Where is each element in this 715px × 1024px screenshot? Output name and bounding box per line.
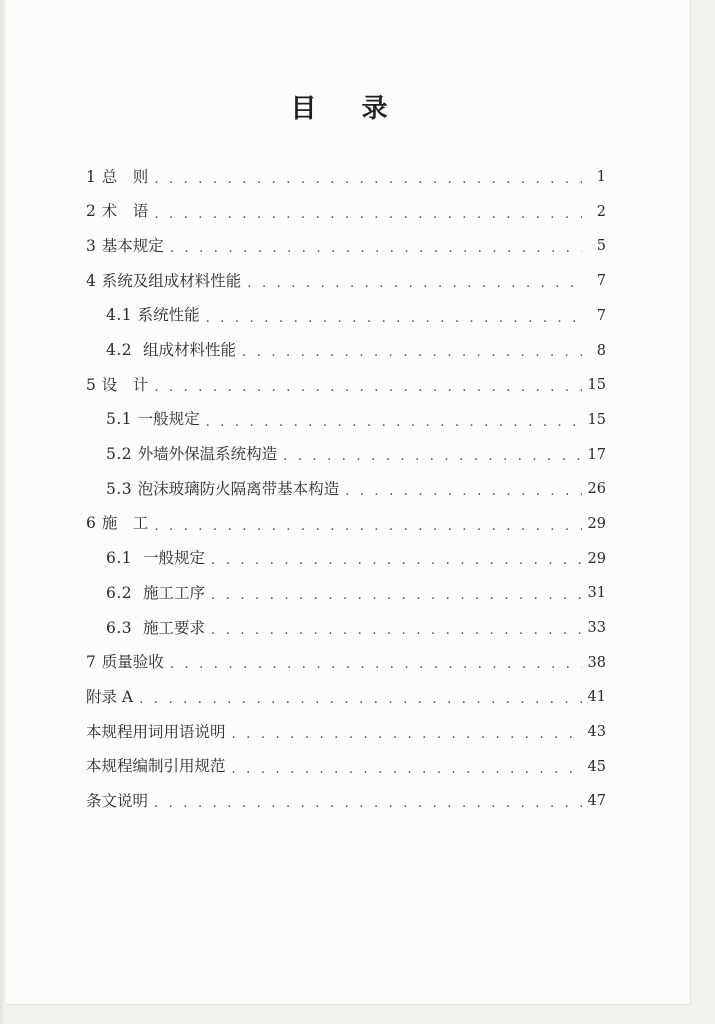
toc-label: 施 工: [101, 514, 149, 533]
toc-page-number: 38: [587, 654, 606, 671]
toc-label: 一般规定: [137, 410, 200, 429]
toc-label: 系统性能: [137, 306, 200, 325]
toc-number: 4.1: [106, 306, 138, 325]
dot-leader: [154, 208, 582, 221]
dot-leader: [170, 658, 582, 671]
dot-leader: [232, 763, 582, 776]
toc-entry-clause-explanation[interactable]: [86, 784, 606, 819]
toc-entry-appendix-a[interactable]: [86, 680, 606, 715]
toc-entry-4-1[interactable]: [86, 299, 606, 334]
toc-label: 总 则: [101, 167, 149, 186]
toc-entry-5-3[interactable]: [86, 472, 606, 507]
toc-number: 5.2: [106, 445, 138, 464]
toc-label: 外墙外保温系统构造: [137, 445, 278, 464]
dot-leader: [206, 416, 582, 429]
toc-page-number: 15: [587, 377, 606, 394]
toc-label: 术 语: [101, 202, 149, 221]
toc-page-number: 43: [587, 724, 606, 741]
toc-label: 设 计: [101, 375, 149, 394]
toc-number: 4: [86, 271, 102, 290]
toc-entry-6-1[interactable]: [86, 542, 606, 577]
toc-page-number: 29: [587, 550, 606, 567]
toc-page-number: 2: [596, 203, 606, 220]
toc-number: 7: [86, 653, 102, 672]
toc-entry-5-2[interactable]: [86, 438, 606, 473]
toc-page-number: 47: [587, 793, 606, 810]
toc-number: 5.1: [106, 410, 138, 429]
dot-leader: [283, 450, 581, 463]
toc-label: 施工工序: [143, 583, 206, 602]
toc-number: 1: [86, 167, 102, 186]
dot-leader: [139, 693, 581, 706]
toc-number: 5.3: [106, 479, 138, 498]
toc-page-number: 41: [587, 689, 606, 706]
toc-number: 6.1: [106, 549, 144, 568]
page-title: 目 录: [290, 94, 406, 124]
dot-leader: [154, 520, 581, 533]
toc-label: 质量验收: [101, 653, 164, 672]
toc-entry-1[interactable]: [86, 160, 606, 195]
toc-entry-2[interactable]: [86, 195, 606, 230]
toc-label: 本规程编制引用规范: [86, 757, 226, 776]
dot-leader: [247, 277, 582, 290]
dot-leader: [242, 346, 582, 359]
toc-label: 本规程用词用语说明: [86, 722, 226, 741]
toc-label: 基本规定: [101, 236, 164, 255]
document-page: [6, 0, 691, 1005]
toc-entry-referenced-standards[interactable]: [86, 750, 606, 785]
toc-page-number: 33: [587, 620, 606, 637]
table-of-contents: [86, 160, 606, 819]
toc-number: 3: [86, 236, 102, 255]
toc-entry-5-1[interactable]: [86, 403, 606, 438]
dot-leader: [211, 589, 582, 602]
toc-page-number: 5: [596, 238, 606, 255]
toc-number: 4.2: [106, 341, 144, 360]
toc-page-number: 7: [596, 273, 606, 290]
toc-entry-6-2[interactable]: [86, 576, 606, 611]
toc-label: 附录 A: [86, 687, 134, 706]
toc-label: 条文说明: [86, 791, 149, 810]
dot-leader: [154, 173, 582, 186]
dot-leader: [211, 554, 582, 567]
toc-number: 6.2: [106, 583, 144, 602]
toc-entry-6[interactable]: [86, 507, 606, 542]
toc-page-number: 29: [587, 515, 606, 532]
dot-leader: [232, 728, 582, 741]
toc-entry-7[interactable]: [86, 646, 606, 681]
toc-entry-6-3[interactable]: [86, 611, 606, 646]
toc-entry-5[interactable]: [86, 368, 606, 403]
dot-leader: [154, 797, 582, 810]
toc-label: 组成材料性能: [143, 341, 237, 360]
toc-page-number: 8: [596, 342, 606, 359]
dot-leader: [206, 312, 582, 325]
toc-label: 泡沫玻璃防火隔离带基本构造: [137, 479, 340, 498]
toc-number: 2: [86, 202, 102, 221]
toc-page-number: 15: [587, 411, 606, 428]
dot-leader: [345, 485, 581, 498]
toc-page-number: 17: [587, 446, 606, 463]
toc-page-number: 31: [587, 585, 606, 602]
toc-label: 一般规定: [143, 549, 206, 568]
toc-page-number: 1: [596, 169, 606, 186]
toc-entry-3[interactable]: [86, 229, 606, 264]
toc-entry-4-2[interactable]: [86, 333, 606, 368]
toc-entry-4[interactable]: [86, 264, 606, 299]
dot-leader: [170, 242, 582, 255]
toc-number: 6: [86, 514, 102, 533]
toc-page-number: 7: [596, 307, 606, 324]
dot-leader: [154, 381, 581, 394]
toc-label: 施工要求: [143, 618, 206, 637]
toc-number: 5: [86, 375, 102, 394]
toc-label: 系统及组成材料性能: [101, 271, 242, 290]
toc-page-number: 26: [587, 481, 606, 498]
toc-number: 6.3: [106, 618, 144, 637]
toc-page-number: 45: [587, 758, 606, 775]
dot-leader: [211, 624, 582, 637]
toc-entry-wording-explanation[interactable]: [86, 715, 606, 750]
